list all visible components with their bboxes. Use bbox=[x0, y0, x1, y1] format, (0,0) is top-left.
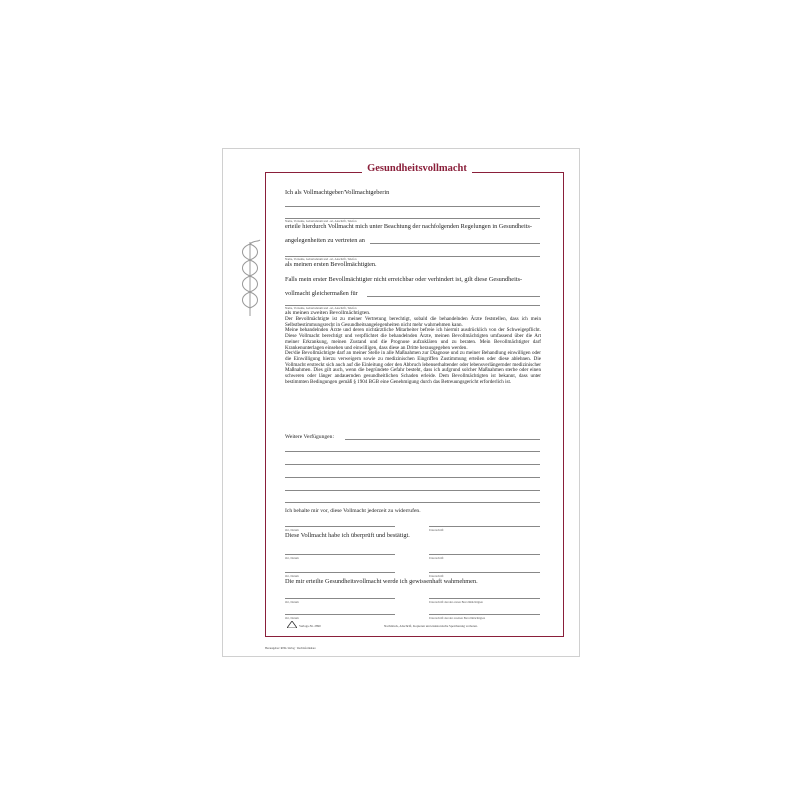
further-line[interactable] bbox=[285, 451, 540, 452]
intro-text: Ich als Vollmachtgeber/Vollmachtgeberin bbox=[285, 189, 390, 196]
text-line: angelegenheiten zu vertreten an bbox=[285, 237, 365, 244]
further-line[interactable] bbox=[285, 490, 540, 491]
field-label: Ort, Datum bbox=[285, 600, 299, 604]
text-line: erteile hierdurch Vollmacht mich unter Beachtung der nachfolgenden Regelungen in Gesundheits- bbox=[285, 223, 533, 230]
grantor-line-1[interactable] bbox=[285, 206, 540, 207]
field-label: Unterschrift des/der ersten Bevollmächtigten bbox=[429, 600, 483, 604]
copyright-note: Nachdruck, Abschrift, Kopieren und elektronische Speicherung verboten. bbox=[384, 624, 478, 628]
field-label: Name, Vorname, Geburtsdatum und -ort, Anschrift, Telefon bbox=[285, 257, 357, 261]
terms-text bbox=[285, 317, 541, 385]
caduceus-icon bbox=[238, 238, 262, 318]
text-line: als meinen zweiten Bevollmächtigten. bbox=[285, 310, 371, 316]
frame-top-left bbox=[265, 172, 362, 173]
text-line: als meinen ersten Bevollmächtigten. bbox=[285, 261, 377, 268]
frame-top-right bbox=[472, 172, 563, 173]
checked-text: Diese Vollmacht habe ich überprüft und bestätigt. bbox=[285, 532, 410, 539]
further-line[interactable] bbox=[285, 502, 540, 503]
agent2-line-1[interactable] bbox=[367, 296, 540, 297]
further-line[interactable] bbox=[285, 464, 540, 465]
further-line[interactable] bbox=[285, 477, 540, 478]
field-label: Name, Vorname, Geburtsdatum und -ort, Anschrift, Telefon bbox=[285, 219, 357, 223]
field-label: Ort, Datum bbox=[285, 556, 299, 560]
signature-line[interactable] bbox=[429, 598, 540, 599]
signature-line[interactable] bbox=[429, 614, 540, 615]
field-label: Ort, Datum bbox=[285, 616, 299, 620]
revoke-text: Ich behalte mir vor, diese Vollmacht jederzeit zu widerrufen. bbox=[285, 508, 421, 514]
field-label: Unterschrift bbox=[429, 556, 444, 560]
place-date-line[interactable] bbox=[285, 554, 395, 555]
signature-line[interactable] bbox=[429, 572, 540, 573]
document-title: Gesundheitsvollmacht bbox=[367, 163, 467, 174]
field-label: Ort, Datum bbox=[285, 528, 299, 532]
further-line[interactable] bbox=[345, 439, 540, 440]
further-label: Weitere Verfügungen: bbox=[285, 434, 334, 440]
text-line: vollmacht gleichermaßen für bbox=[285, 290, 358, 297]
field-label: Name, Vorname, Geburtsdatum und -ort, Anschrift, Telefon bbox=[285, 306, 357, 310]
signature-line[interactable] bbox=[429, 554, 540, 555]
accept-text: Die mir erteilte Gesundheitsvollmacht werde ich gewissenhaft wahrnehmen. bbox=[285, 578, 478, 585]
place-date-line[interactable] bbox=[285, 572, 395, 573]
field-label: Ort, Datum bbox=[285, 574, 299, 578]
place-date-line[interactable] bbox=[285, 598, 395, 599]
field-label: Unterschrift des/der zweiten Bevollmächtigten bbox=[429, 616, 486, 620]
publisher-logo-icon bbox=[287, 621, 297, 628]
place-date-line[interactable] bbox=[285, 526, 395, 527]
field-label: Unterschrift bbox=[429, 528, 444, 532]
place-date-line[interactable] bbox=[285, 614, 395, 615]
paragraph: Der/die Bevollmächtigte darf an meiner Stelle in alle Maßnahmen zur Diagnose und zu meiner Behandlung einwilligen oder die Einwilligung hierzu verweigern sowie zu medizinischen Eingriffen Zustimmung erteilen oder diese ablehnen. Die Vollmacht erstreckt sich auch auf die Einleitung oder den Abbruch lebenserhaltender oder lebensverlängernder medizinischer Maßnahmen. Dies gilt auch, wenn die begründete Gefahr besteht, dass ich aufgrund solcher Maßnahmen sterbe oder einen schweren oder länger andauernden gesundheitlichen Schaden erleide. Dem Bevollmächtigten ist bekannt, dass unter bestimmten Bedingungen gemäß § 1904 BGB eine Genehmigung durch das Betreuungsgericht erforderlich ist. bbox=[285, 350, 541, 385]
signature-line[interactable] bbox=[429, 526, 540, 527]
paragraph: Meine behandelnden Ärzte und deren nichtärztliche Mitarbeiter befreie ich hiermit ausdrücklich von der Schweigepflicht. Diese Vollmacht berechtigt und verpflichtet die behandelnden Ärzte, meinen Bevollmächtigten umfassend über die Art meiner Erkrankung, meinen Zustand und die Prognose aufzuklären und zu beraten. Mein Bevollmächtigter darf Krankenunterlagen einsehen und einwilligen, dass diese an Dritte herausgegeben werden. bbox=[285, 327, 541, 351]
publisher-note: Herausgeber: RNK-Verlag · Rechtsformulare bbox=[265, 647, 316, 650]
form-number: Verlags-Nr. 2890 bbox=[299, 624, 321, 628]
field-label: Unterschrift bbox=[429, 574, 444, 578]
agent1-line-1[interactable] bbox=[370, 243, 540, 244]
paragraph: Der Bevollmächtigte ist zu meiner Vertretung berechtigt, sobald die behandelnden Ärzte feststellen, dass ich mein Selbstbestimmungsrecht in Gesundheitsangelegenheiten nicht mehr wahrnehmen kann. bbox=[285, 316, 541, 328]
text-line: Falls mein erster Bevollmächtigter nicht erreichbar oder verhindert ist, gilt diese Gesundheits- bbox=[285, 276, 523, 283]
